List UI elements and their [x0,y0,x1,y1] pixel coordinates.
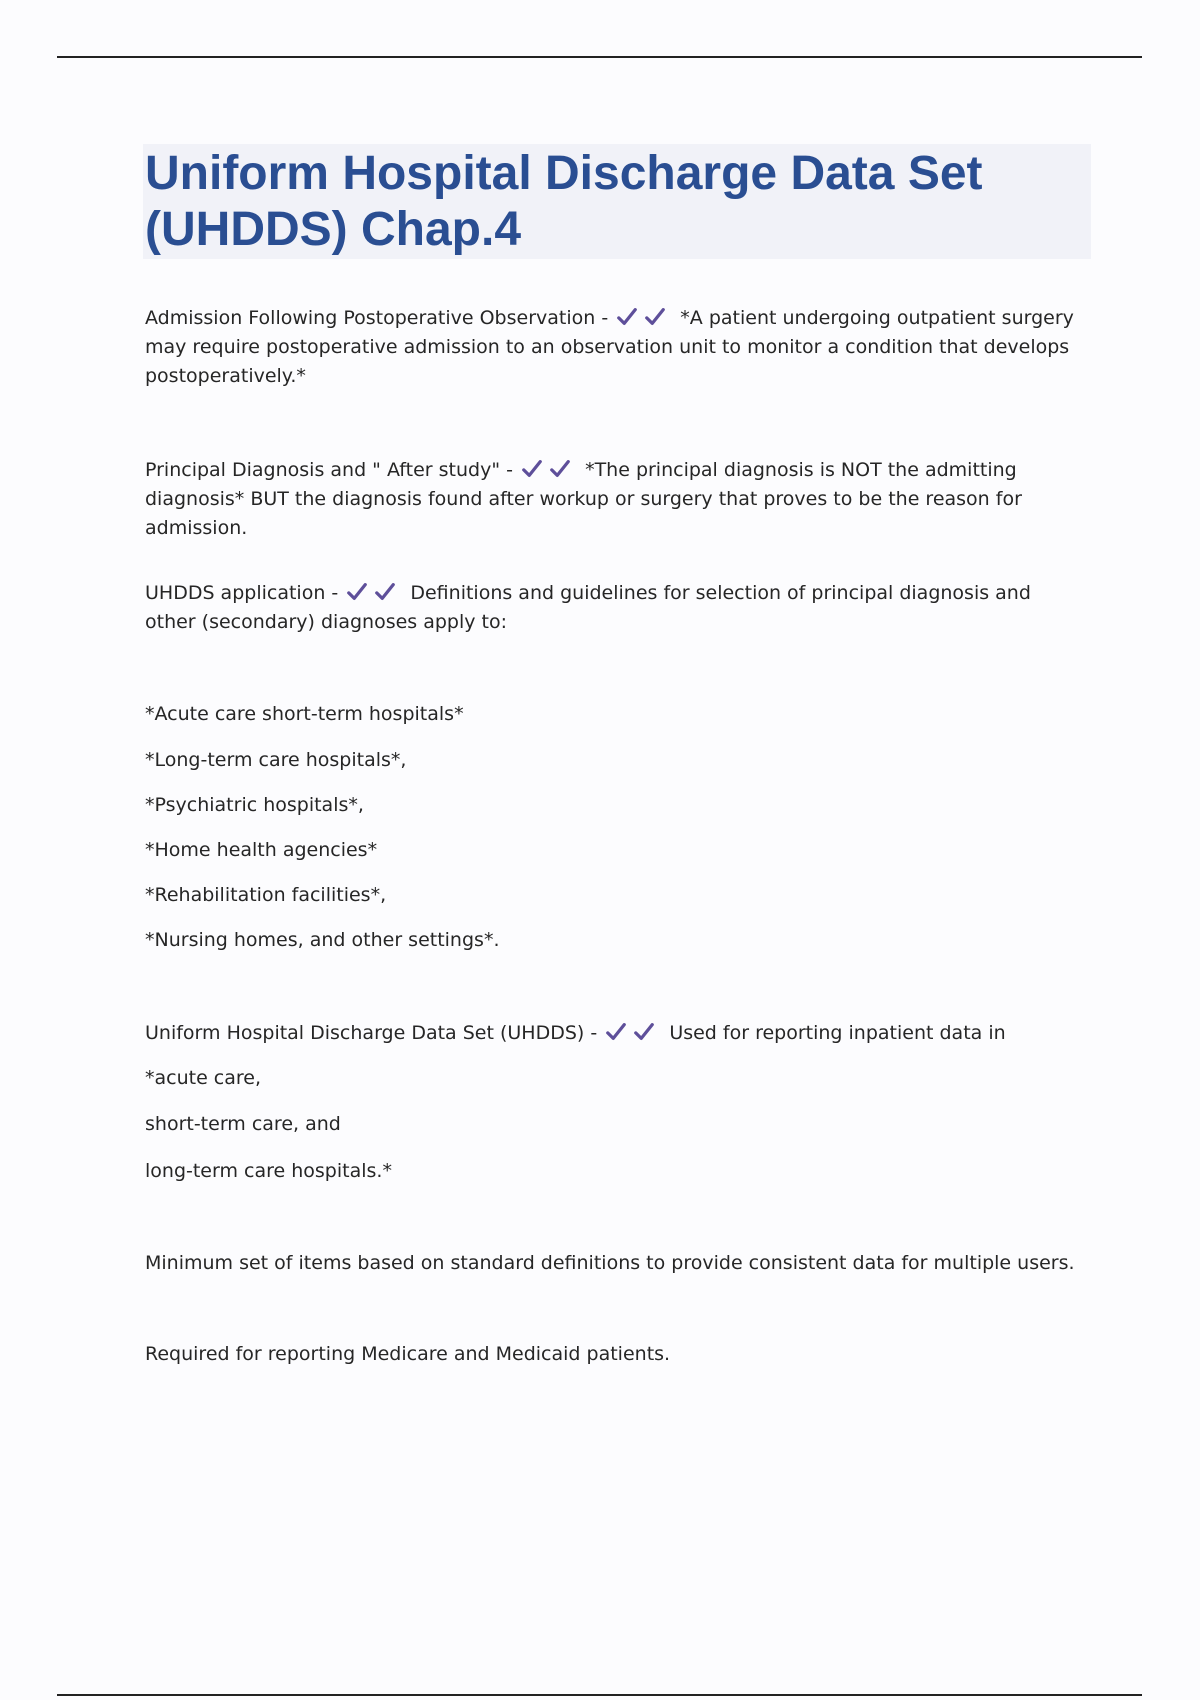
double-check [521,456,577,485]
entry-admission-observation [145,304,1075,391]
list-item: *Home health agencies* [145,839,378,861]
checkmark-icon [633,1021,655,1043]
entry-definition: *The principal diagnosis is NOT the admitting diagnosis* BUT the diagnosis found after workup or surgery that proves to be the reason for admission. [145,459,1022,539]
list-item: *Rehabilitation facilities*, [145,884,387,906]
list-item: long-term care hospitals.* [145,1160,392,1182]
entry-term: Uniform Hospital Discharge Data Set (UHDDS) - [145,1022,598,1044]
list-item: *Long-term care hospitals*, [145,749,407,771]
list-item: *Psychiatric hospitals*, [145,794,364,816]
entry-term: UHDDS application - [145,582,339,604]
note-text: Required for reporting Medicare and Medicaid patients. [145,1343,671,1365]
checkmark-icon [374,581,396,603]
checkmark-icon [346,581,368,603]
checkmark-icon [521,458,543,480]
list-item: *Nursing homes, and other settings*. [145,929,500,951]
page-title: Uniform Hospital Discharge Data Set (UHDDS) Chap.4 [145,147,983,256]
entry-definition: Used for reporting inpatient data in [669,1022,1006,1044]
entry-term: Admission Following Postoperative Observation - [145,307,609,329]
list-item: *Acute care short-term hospitals* [145,703,464,725]
checkmark-icon [605,1021,627,1043]
list-item: short-term care, and [145,1113,341,1135]
bottom-rule [57,1694,1142,1696]
entry-definition: Definitions and guidelines for selection of principal diagnosis and other (secondary) diagnoses apply to: [145,582,1031,633]
checkmark-icon [616,306,638,328]
double-check [616,304,672,333]
double-check [605,1019,661,1048]
entry-principal-diagnosis [145,456,1075,543]
top-rule [57,56,1142,58]
entry-uhdds-application [145,579,1075,637]
entry-term: Principal Diagnosis and " After study" - [145,459,513,481]
double-check [346,579,402,608]
entry-uhdds [145,1019,1075,1048]
checkmark-icon [549,458,571,480]
entry-definition: *A patient undergoing outpatient surgery may require postoperative admission to an observation unit to monitor a condition that develops postoperatively.* [145,307,1074,387]
note-text: Minimum set of items based on standard definitions to provide consistent data for multiple users. [145,1252,1075,1274]
list-item: *acute care, [145,1067,262,1089]
checkmark-icon [644,306,666,328]
